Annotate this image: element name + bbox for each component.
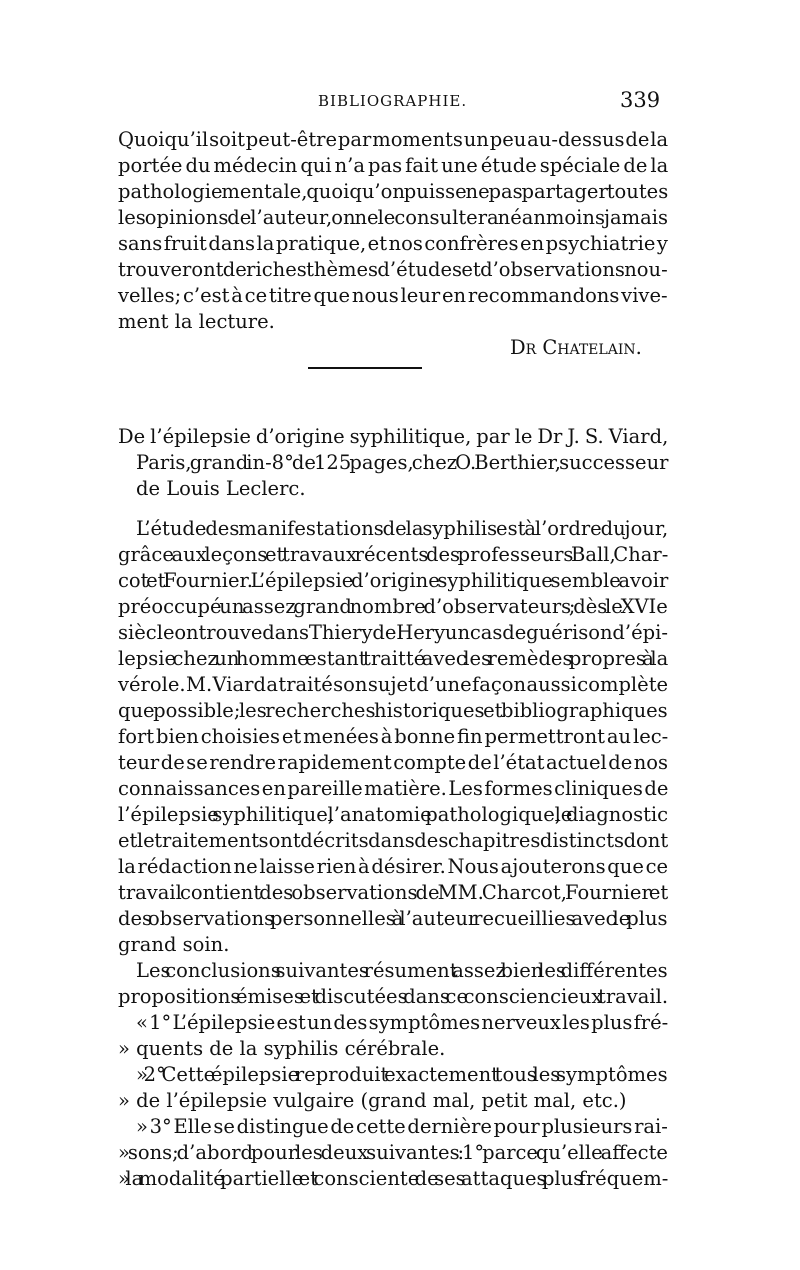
text-line: des observations personnelles à l’auteur recueillies avec le plus	[118, 907, 668, 930]
text-line: portée du médecin qui n’a pas fait une étude spéciale de la	[118, 154, 669, 177]
page-number: 339	[620, 88, 661, 112]
text-line: grand soin.	[118, 933, 230, 956]
text-line: la rédaction ne laisse rien à désirer. Nous ajouterons que ce	[118, 855, 669, 878]
text-line: travail contient des observations de MM. Charcot, Fournier et	[118, 881, 669, 904]
text-line: et le traitement sont décrits dans des chapitres distincts dont	[118, 829, 669, 852]
quote-line: » la modalité partielle et consciente de ses attaques plus fréquem-	[118, 1167, 669, 1190]
quote-line: » quents de la syphilis cérébrale.	[118, 1037, 446, 1060]
text-line: velles; c’est à ce titre que nous leur en recommandons vive-	[118, 284, 668, 307]
quote-line: » 2° Cette épilepsie reproduit exactement tous les symptômes	[136, 1063, 668, 1086]
text-line: L’étude des manifestations de la syphilis est à l’ordre du jour,	[136, 517, 669, 540]
text-line: siècle on trouve dans Thiery de Hery un cas de guérison d’épi-	[118, 621, 668, 644]
text-line: que possible; les recherches historiques et bibliographiques	[118, 699, 668, 722]
quote-line: « 1° L’épilepsie est un des symptômes nerveux les plus fré-	[136, 1011, 669, 1034]
text-line: grâce aux leçons et travaux récents des professeurs Ball, Char-	[118, 543, 669, 566]
running-header	[0, 88, 800, 118]
text-line: lepsie chez un homme estant traitté avec les remèdes propres à la	[118, 647, 669, 670]
text-line: l’épilepsie syphilitique, l’anatomie pathologique, le diagnostic	[118, 803, 669, 826]
text-line: ment la lecture.	[118, 310, 275, 333]
running-title: BIBLIOGRAPHIE.	[318, 92, 468, 110]
text-line: propositions émises et discutées dans ce consciencieux travail.	[118, 985, 669, 1008]
signature: Dr Chatelain.	[510, 336, 642, 359]
text-line: trouveront de riches thèmes d’études et d’observations nou-	[118, 258, 668, 281]
quote-line: » de l’épilepsie vulgaire (grand mal, petit mal, etc.)	[118, 1089, 627, 1112]
text-line: les opinions de l’auteur, on ne le consultera néanmoins jamais	[118, 206, 668, 229]
text-line: vérole. M. Viard a traité son sujet d’une façon aussi complète	[118, 673, 669, 696]
heading-line: De l’épilepsie d’origine syphilitique, par le Dr J. S. Viard,	[118, 425, 669, 448]
section-divider	[308, 367, 422, 369]
text-line: pathologie mentale, quoiqu’on puisse ne pas partager toutes	[118, 180, 669, 203]
quote-line: » 3° Elle se distingue de cette dernière pour plusieurs rai-	[136, 1115, 668, 1138]
text-line: teur de se rendre rapidement compte de l’état actuel de nos	[118, 751, 669, 774]
text-line: Les conclusions suivantes résument assez bien les différentes	[136, 959, 668, 982]
text-line: préoccupé un assez grand nombre d’observateurs ; dès le XVIe	[118, 595, 668, 618]
text-line: Quoiqu’il soit peut-être par moments un peu au-dessus de la	[118, 128, 669, 151]
text-line: cot et Fournier. L’épilepsie d’origine syphilitique semble avoir	[118, 569, 669, 592]
text-line: connaissances en pareille matière. Les formes cliniques de	[118, 777, 669, 800]
text-line: sans fruit dans la pratique, et nos confrères en psychiatrie y	[118, 232, 668, 255]
heading-line: de Louis Leclerc.	[136, 477, 306, 500]
text-line: fort bien choisies et menées à bonne fin permettront au lec-	[118, 725, 669, 748]
heading-line: Paris, grand in-8° de 125 pages, chez O. Berthier, successeur	[136, 451, 669, 474]
quote-line: » sons; d’abord pour les deux suivantes : 1° parce qu’elle affecte	[118, 1141, 668, 1164]
